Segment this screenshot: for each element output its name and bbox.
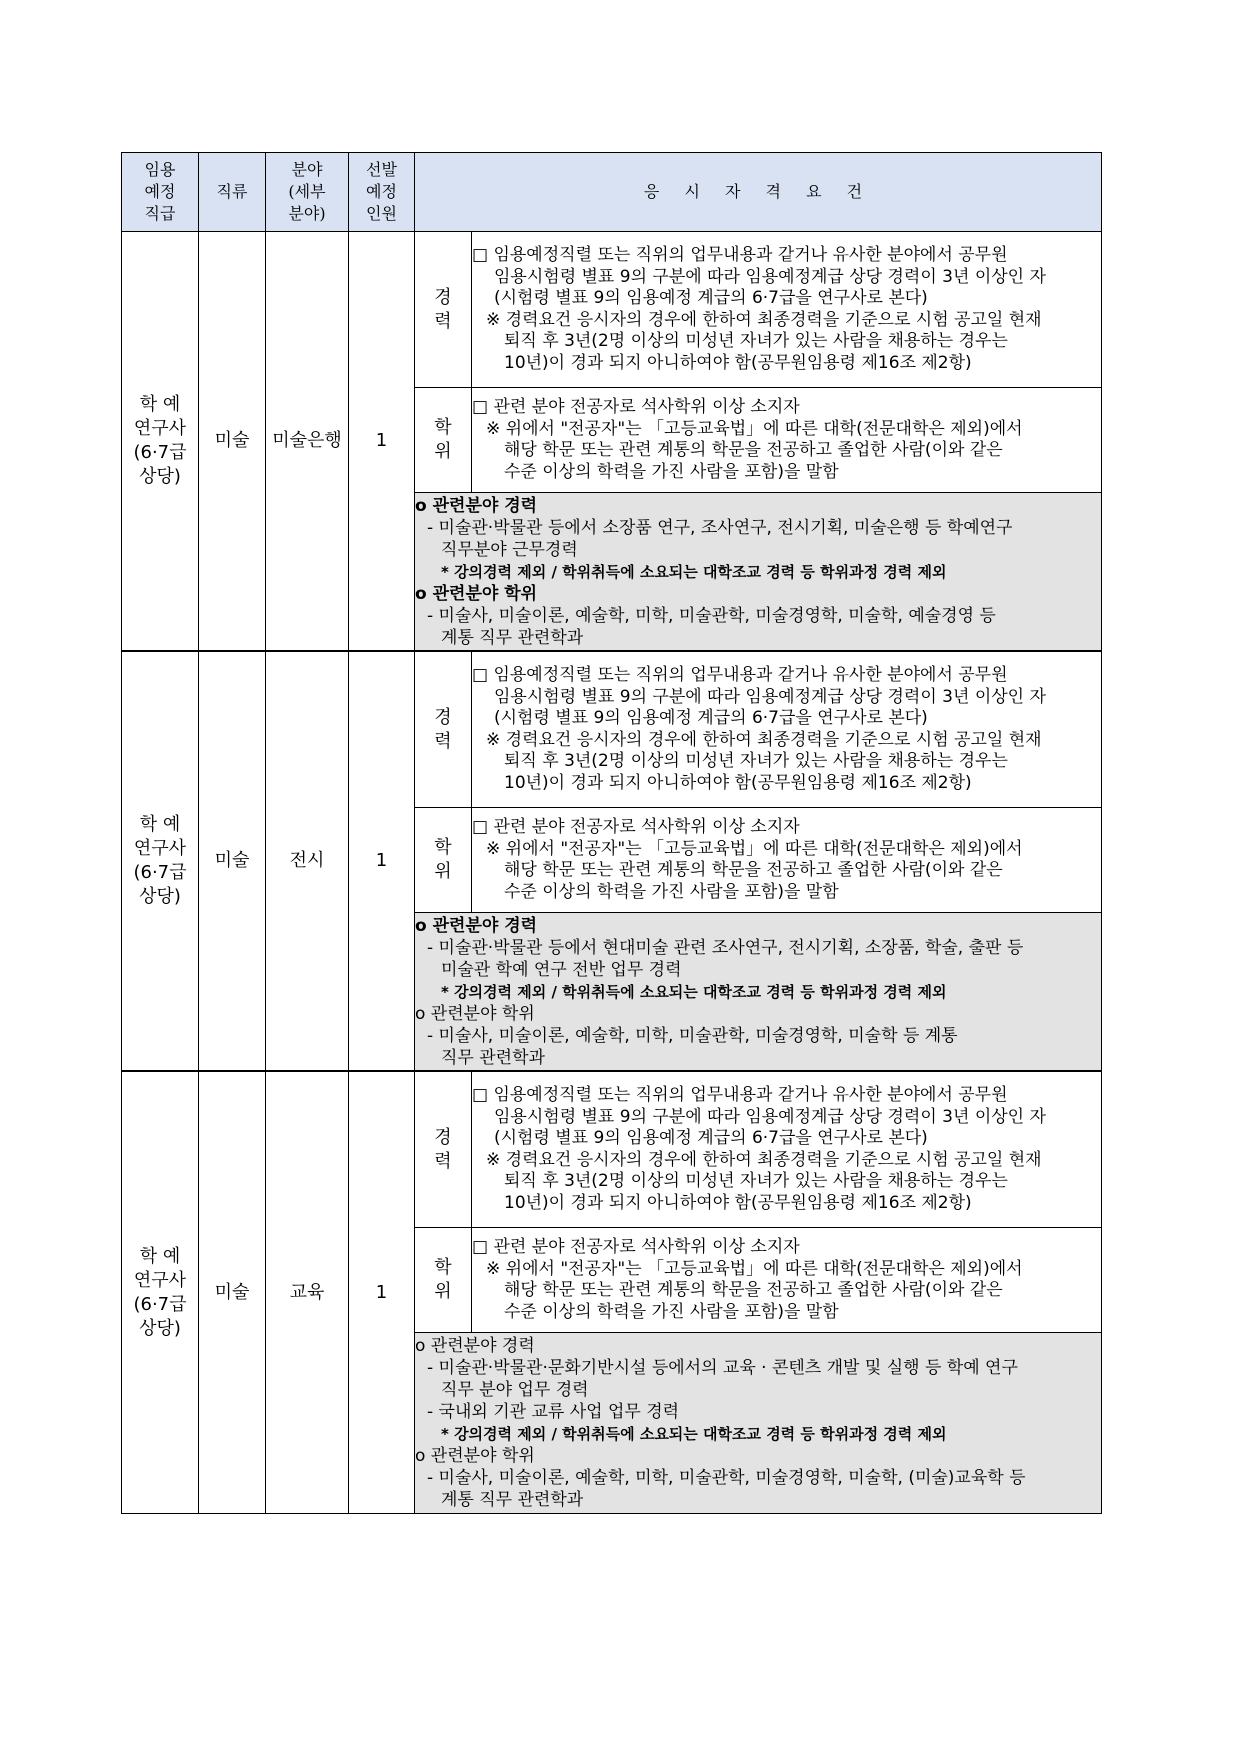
career-label: 경 력 (415, 1071, 472, 1228)
header-job: 직류 (199, 153, 266, 232)
requirements-table (121, 152, 1102, 1514)
count-cell: 1 (349, 232, 415, 652)
table-row (122, 1071, 1102, 1228)
table-row (122, 651, 1102, 808)
career-requirements: □ 임용예정직렬 또는 직위의 업무내용과 같거나 유사한 분야에서 공무원 임용시험령 별표 9의 구분에 따라 임용예정계급 상당 경력이 3년 이상인 자 (시험령 별표 9의 임용예정 계급의 6·7급을 연구사로 본다) ※ 경력요건 응시자의 경우에 한하여 최종경력을 기준으로 시험 공고일 현재 퇴직 후 3년(2명 이상의 미성년 자녀가 있는 사람을 채용하는 경우는 10년)이 경과 되지 아니하여야 함(공무원임용령 제16조 제2항) (472, 232, 1102, 388)
degree-requirements: □ 관련 분야 전공자로 석사학위 이상 소지자 ※ 위에서 "전공자"는 「고등교육법」에 따른 대학(전문대학은 제외)에서 해당 학문 또는 관련 계통의 학문을 전공하고 졸업한 사람(이와 같은 수준 이상의 학력을 가진 사람을 포함)을 말함 (472, 388, 1102, 493)
degree-requirements: □ 관련 분야 전공자로 석사학위 이상 소지자 ※ 위에서 "전공자"는 「고등교육법」에 따른 대학(전문대학은 제외)에서 해당 학문 또는 관련 계통의 학문을 전공하고 졸업한 사람(이와 같은 수준 이상의 학력을 가진 사람을 포함)을 말함 (472, 808, 1102, 913)
job-cell: 미술 (199, 651, 266, 1071)
related-field: o 관련분야 경력 - 미술관·박물관 등에서 소장품 연구, 조사연구, 전시기획, 미술은행 등 학예연구 직무분야 근무경력 * 강의경력 제외 / 학위취득에 소요되는 대학조교 경력 등 학위과정 경력 제외 o 관련분야 학위 - 미술사, 미술이론, 예술학, 미학, 미술관학, 미술경영학, 미술학, 예술경영 등 계통 직무 관련학과 (415, 493, 1102, 652)
career-requirements: □ 임용예정직렬 또는 직위의 업무내용과 같거나 유사한 분야에서 공무원 임용시험령 별표 9의 구분에 따라 임용예정계급 상당 경력이 3년 이상인 자 (시험령 별표 9의 임용예정 계급의 6·7급을 연구사로 본다) ※ 경력요건 응시자의 경우에 한하여 최종경력을 기준으로 시험 공고일 현재 퇴직 후 3년(2명 이상의 미성년 자녀가 있는 사람을 채용하는 경우는 10년)이 경과 되지 아니하여야 함(공무원임용령 제16조 제2항) (472, 1071, 1102, 1228)
related-field: o 관련분야 경력 - 미술관·박물관·문화기반시설 등에서의 교육 · 콘텐츠 개발 및 실행 등 학예 연구 직무 분야 업무 경력 - 국내외 기관 교류 사업 업무 경력 * 강의경력 제외 / 학위취득에 소요되는 대학조교 경력 등 학위과정 경력 제외 o 관련분야 학위 - 미술사, 미술이론, 예술학, 미학, 미술관학, 미술경영학, 미술학, (미술)교육학 등 계통 직무 관련학과 (415, 1333, 1102, 1514)
degree-requirements: □ 관련 분야 전공자로 석사학위 이상 소지자 ※ 위에서 "전공자"는 「고등교육법」에 따른 대학(전문대학은 제외)에서 해당 학문 또는 관련 계통의 학문을 전공하고 졸업한 사람(이와 같은 수준 이상의 학력을 가진 사람을 포함)을 말함 (472, 1228, 1102, 1333)
header-grade: 임용 예정 직급 (122, 153, 199, 232)
job-cell: 미술 (199, 1071, 266, 1514)
count-cell: 1 (349, 651, 415, 1071)
header-row (122, 153, 1102, 232)
field-cell: 전시 (266, 651, 349, 1071)
degree-label: 학 위 (415, 388, 472, 493)
career-label: 경 력 (415, 651, 472, 808)
job-cell: 미술 (199, 232, 266, 652)
count-cell: 1 (349, 1071, 415, 1514)
degree-label: 학 위 (415, 808, 472, 913)
field-cell: 교육 (266, 1071, 349, 1514)
related-field: o 관련분야 경력 - 미술관·박물관 등에서 현대미술 관련 조사연구, 전시기획, 소장품, 학술, 출판 등 미술관 학예 연구 전반 업무 경력 * 강의경력 제외 / 학위취득에 소요되는 대학조교 경력 등 학위과정 경력 제외 o 관련분야 학위 - 미술사, 미술이론, 예술학, 미학, 미술관학, 미술경영학, 미술학 등 계통 직무 관련학과 (415, 913, 1102, 1072)
table-row (122, 232, 1102, 388)
grade-cell: 학 예 연구사 (6·7급 상당) (122, 651, 199, 1071)
header-count: 선발 예정 인원 (349, 153, 415, 232)
grade-cell: 학 예 연구사 (6·7급 상당) (122, 232, 199, 652)
header-requirements: 응 시 자 격 요 건 (415, 153, 1102, 232)
field-cell: 미술은행 (266, 232, 349, 652)
career-requirements: □ 임용예정직렬 또는 직위의 업무내용과 같거나 유사한 분야에서 공무원 임용시험령 별표 9의 구분에 따라 임용예정계급 상당 경력이 3년 이상인 자 (시험령 별표 9의 임용예정 계급의 6·7급을 연구사로 본다) ※ 경력요건 응시자의 경우에 한하여 최종경력을 기준으로 시험 공고일 현재 퇴직 후 3년(2명 이상의 미성년 자녀가 있는 사람을 채용하는 경우는 10년)이 경과 되지 아니하여야 함(공무원임용령 제16조 제2항) (472, 651, 1102, 808)
header-field: 분야 (세부 분야) (266, 153, 349, 232)
grade-cell: 학 예 연구사 (6·7급 상당) (122, 1071, 199, 1514)
career-label: 경 력 (415, 232, 472, 388)
degree-label: 학 위 (415, 1228, 472, 1333)
